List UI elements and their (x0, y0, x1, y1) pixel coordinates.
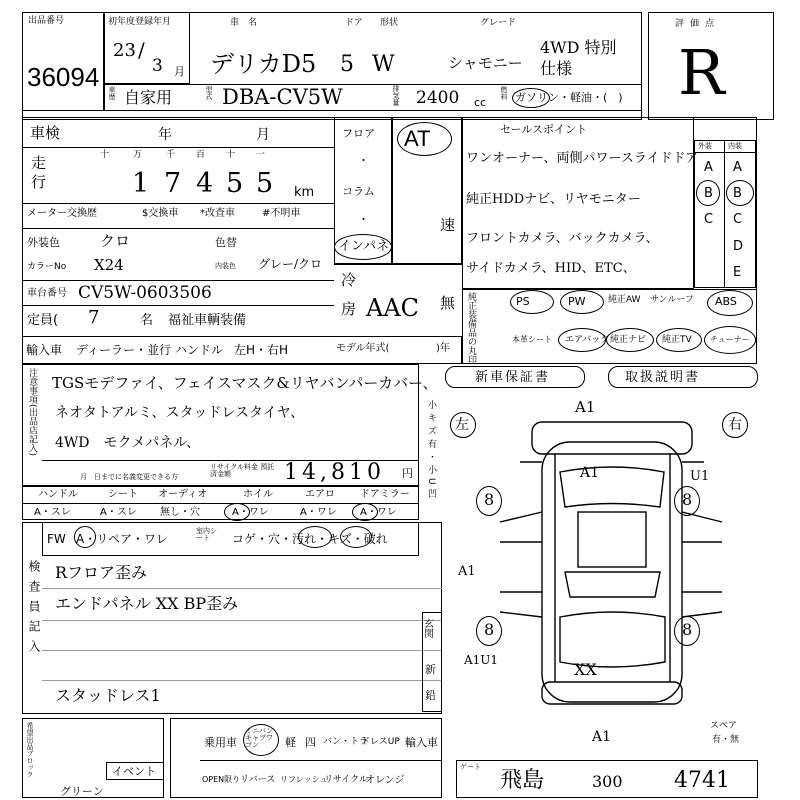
side-label: 小キズ有・小U凹 (426, 400, 436, 502)
digit-header: 十 (100, 150, 110, 160)
sales-line: サイドカメラ、HID、ETC、 (466, 261, 636, 276)
equipment-item: ABS (715, 295, 737, 308)
reg-year: 23 (113, 40, 136, 61)
block-item: オレンジ (365, 775, 405, 786)
damage-mark: A1 (458, 564, 476, 579)
equipment-item: 純正AW (608, 295, 641, 305)
damage-mark: XX (574, 660, 597, 679)
block-rule (200, 760, 442, 761)
none-label: 無 (440, 294, 456, 312)
grade-cell: E (733, 265, 742, 280)
speed-label: 速 (440, 216, 456, 234)
shape-label: 形状 (380, 18, 399, 28)
block-box (170, 718, 442, 798)
block-item: 輸入車 (405, 736, 438, 749)
ac: AAC (366, 294, 420, 322)
import-label: 輸入車 (26, 343, 63, 357)
grade-circle (696, 180, 720, 206)
lot-label: 出品番号 (28, 16, 65, 26)
tire-circle (674, 616, 700, 646)
block-item: OPEN限り (202, 775, 241, 784)
inspector-rule (42, 588, 442, 589)
equipment-item: チューナー (710, 335, 750, 344)
damage-mark: U1 (690, 469, 710, 484)
grade-cell: B (704, 186, 713, 201)
displacement-label: 排気量 (392, 85, 400, 106)
fuel-label: 燃料 (500, 86, 508, 100)
shaken-year-unit: 年 (158, 127, 172, 143)
grade-label: グレード (480, 18, 517, 28)
transmission-circle (397, 122, 452, 156)
event-label: イベント (112, 765, 156, 778)
shaken-month-unit: 月 (256, 127, 270, 143)
equipment-item: 純正TV (662, 335, 692, 345)
chassis-rule (22, 280, 334, 281)
store: 飛島 (500, 768, 545, 793)
model-year-label: モデル年式( (336, 343, 390, 354)
ac-label: 冷房 (339, 272, 357, 330)
shift-selected: インパネ (338, 239, 390, 254)
mileage-digit: 5 (226, 168, 244, 199)
digit-header: 十 (226, 150, 236, 160)
displacement: 2400 (416, 88, 460, 108)
shaken-rule (22, 147, 334, 148)
recycle-deadline: 月 日までに名義変更できる方 (80, 473, 178, 481)
block-item: 四 (305, 736, 316, 749)
meter-label: メーター交換歴 (27, 208, 97, 219)
fw-value: A・リペア・ワレ (76, 532, 168, 546)
cc-unit: cc (474, 96, 487, 109)
condition-value: A・ワレ (232, 507, 269, 518)
car-name-label: 車 名 (230, 18, 258, 28)
equipment-label: 純正装備品の丸印 (466, 292, 476, 364)
fuel-circle (512, 88, 550, 108)
digit-header: 万 (133, 150, 143, 160)
shift-option: ・ (358, 154, 369, 167)
handle: 左H・右H (234, 343, 289, 357)
model-label: 型式 (205, 86, 213, 100)
block-item: ミニバンキャブワゴン (245, 727, 273, 749)
grade-circle (726, 180, 754, 206)
condition-header: ホイル (243, 489, 273, 500)
inspector-line: Rフロア歪み (55, 563, 148, 582)
block-circle (243, 724, 279, 756)
damage-mark: A1 (575, 398, 596, 416)
left-side-label: 左 (455, 417, 469, 433)
shaken-label: 車検 (30, 124, 61, 142)
grade-extra: 4WD 特別仕様 (540, 38, 617, 78)
digit-header: 一 (256, 150, 266, 160)
block-item: ドレスUP (361, 737, 400, 747)
condition-value: 無し・穴 (160, 507, 200, 518)
model-code: DBA-CV5W (222, 85, 343, 109)
digit-header: 千 (166, 150, 176, 160)
damage-mark: A1U1 (464, 653, 499, 667)
model-year-unit: )年 (436, 343, 450, 354)
handle-label: ハンドル (175, 343, 224, 357)
capacity-unit: 名 (140, 313, 154, 328)
equipment-item: 本革シート (512, 335, 552, 344)
equipment-circle (707, 290, 753, 316)
recycle-amount: 14,810 (284, 460, 385, 485)
usage: 自家用 (124, 88, 173, 107)
inspector-rule (42, 620, 442, 621)
yen: 円 (402, 467, 413, 480)
condition-circle (224, 503, 250, 521)
warranty-label: 新車保証書 (475, 370, 551, 385)
spare-value: 有・無 (712, 735, 740, 745)
green-label: グリーン (60, 785, 104, 798)
seat-label: 室内シート (196, 527, 217, 542)
color-no-label: カラーNo (27, 262, 67, 272)
grade-row-rule (694, 152, 756, 153)
color-no: X24 (94, 256, 124, 274)
color-change-label: 色替 (215, 236, 237, 249)
reg-slash: / (138, 38, 145, 62)
grade-cell: C (733, 212, 743, 227)
store-code: 300 (592, 772, 623, 791)
block-item: リフレッシュ (280, 775, 328, 784)
meter-option: #不明車 (262, 208, 301, 219)
shift-selected-circle (334, 234, 392, 260)
grade-cell: A (704, 160, 713, 175)
sales-line: 純正HDDナビ、リヤモニター (466, 192, 641, 207)
mileage-label: 走行 (29, 155, 47, 193)
condition-circle (352, 503, 378, 521)
interior-color: グレー/クロ (258, 257, 323, 271)
condition-header: ハンドル (38, 489, 78, 500)
condition-header: ドアミラー (360, 489, 410, 500)
color: クロ (100, 232, 131, 250)
block-item: リバース (240, 775, 276, 785)
block-item: 乗用車 (204, 736, 237, 749)
tire-depth: 8 (682, 490, 693, 509)
recycle-label: リサイクル料金 預託済金額 (210, 463, 275, 478)
notes-line: 4WD モクメパネル、 (55, 435, 201, 451)
mileage-digit: 5 (256, 168, 274, 199)
score-label: 評価点 (675, 19, 721, 29)
equipment-circle (560, 290, 604, 314)
door-label: ドア (345, 18, 363, 28)
shift-option: フロア (342, 127, 375, 140)
mileage-digit-headers (88, 151, 288, 163)
condition-value: A・ワレ (360, 507, 397, 518)
tire-circle (476, 616, 502, 646)
equipment-circle (606, 328, 654, 352)
capacity-label: 定員( (27, 313, 59, 328)
condition-header: シート (108, 489, 138, 500)
equipment-circle (704, 326, 756, 354)
side-note: 新 (425, 663, 436, 676)
condition-value: A・ワレ (300, 507, 337, 518)
chassis: CV5W-0603506 (78, 283, 212, 303)
sales-line: ワンオーナー、両側パワースライドドア (466, 151, 699, 166)
fuel: ガソリン・軽油・( ) (515, 91, 623, 104)
welfare-label: 福祉車輌装備 (168, 313, 247, 328)
condition-value: A・スレ (34, 507, 71, 518)
meter-option: *改査車 (200, 208, 235, 219)
notes-line: ネオタトアルミ、スタッドレスタイヤ、 (55, 405, 305, 421)
side-note: 鉛 (425, 689, 436, 702)
km-unit: km (294, 185, 315, 200)
grade-cell: D (733, 239, 744, 254)
notes-line: TGSモデファイ、フェイスマスク&リヤバンパーカバー、 (52, 374, 438, 392)
damage-mark: A1 (580, 465, 600, 481)
condition-value: A・スレ (100, 507, 137, 518)
mileage-digit: 1 (132, 168, 150, 199)
car-diagram (460, 392, 760, 752)
side-note: 玄関 (424, 619, 434, 640)
ac-rule (334, 264, 462, 265)
equipment-item: エアバッグ (565, 335, 610, 345)
interior-color-label: 内装色 (215, 262, 236, 270)
block-item: リサイクル (324, 775, 368, 785)
equipment-item: サンルーフ (650, 295, 694, 305)
grade: シャモニー (448, 54, 523, 72)
sales-line: フロントカメラ、バックカメラ、 (466, 231, 659, 246)
reg-month: 3 (152, 56, 163, 76)
dealer-label: ディーラー・並行 (76, 343, 172, 357)
grade-col-rule (724, 140, 725, 288)
shift-option: コラム (342, 185, 375, 198)
mileage-digit: 4 (196, 168, 214, 199)
color-rule (22, 228, 334, 229)
reg-label: 初年度登録年月 (108, 17, 172, 27)
inspector-line: スタッドレス1 (55, 686, 161, 705)
score-value: R (678, 36, 725, 109)
meter-option: $交換車 (142, 208, 179, 219)
equipment-circle (656, 328, 702, 352)
equipment-circle (558, 328, 606, 352)
tire-depth: 8 (484, 490, 495, 509)
grade-cell: B (733, 186, 742, 201)
block-item: 軽 (285, 736, 296, 749)
spare-label: スペア (710, 721, 738, 731)
grade-cell: A (733, 160, 742, 175)
equipment-item: 純正ナビ (610, 335, 647, 345)
lot-number: 36094 (27, 62, 100, 92)
damage-mark: A1 (592, 729, 612, 745)
capacity-rule (22, 305, 334, 306)
inspector-rule (42, 680, 442, 681)
seat-value: コゲ・穴・汚れ・キズ・破れ (232, 532, 388, 546)
inspector-rule (42, 650, 442, 651)
inspector-line: エンドパネル XX BP歪み (55, 594, 239, 613)
equipment-item: PS (516, 295, 530, 308)
car-name: デリカD5 (210, 50, 317, 78)
grade-header: 内装 (728, 142, 742, 150)
sales-title: セールスポイント (500, 123, 588, 136)
tire-depth: 8 (484, 620, 495, 639)
mileage-digit: 7 (164, 168, 182, 199)
block-item: バン・トラ (323, 737, 369, 747)
digit-header: 百 (196, 150, 206, 160)
shift-option: ・ (358, 213, 369, 226)
store-id: 4741 (674, 768, 730, 793)
tire-circle (476, 486, 502, 516)
grade-cell: C (704, 212, 714, 227)
fw-label: FW (47, 532, 66, 546)
color-label: 外装色 (27, 236, 60, 249)
right-side-label: 右 (728, 417, 742, 433)
condition-header: オーディオ (158, 489, 208, 500)
transmission: AT (404, 126, 431, 151)
equipment-circle (510, 290, 554, 314)
hope-label: 希望出品ブロック (26, 722, 34, 778)
usage-label: 車歴 (108, 86, 116, 100)
doors: 5 (340, 52, 354, 77)
notes-label: 注意事項(出品店記入) (27, 368, 37, 457)
equipment-item: PW (568, 295, 586, 308)
manual-label: 取扱説明書 (625, 370, 701, 385)
capacity: 7 (88, 307, 100, 328)
grade-header: 外装 (698, 142, 712, 150)
condition-header: エアロ (305, 489, 335, 500)
tire-circle (674, 486, 700, 516)
shape: W (372, 52, 395, 77)
chassis-label: 車台番号 (27, 288, 67, 299)
store-label: ゲート (460, 763, 481, 771)
meter-rule (22, 203, 334, 204)
tire-depth: 8 (682, 620, 693, 639)
reg-month-unit: 月 (174, 65, 185, 78)
inspector-label: 検査員記入 (27, 560, 41, 660)
